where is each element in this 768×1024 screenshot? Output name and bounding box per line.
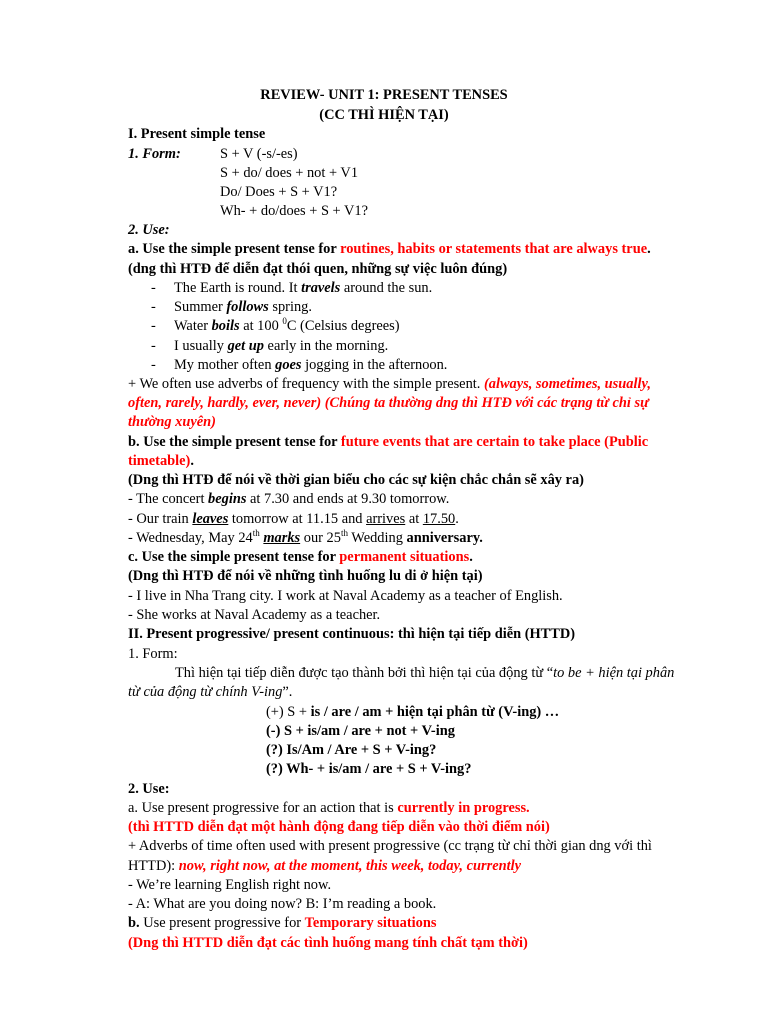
form-description-cont: từ của động từ chính V-ing”.: [128, 684, 293, 700]
example-item: - The Earth is round. It travels around the sun.: [151, 280, 433, 296]
example-item: - She works at Naval Academy as a teacher.: [128, 607, 381, 623]
title-line-1: REVIEW- UNIT 1: PRESENT TENSES: [260, 87, 508, 103]
use-b-heading-cont: timetable).: [128, 453, 194, 469]
form-label: 1. Form:: [128, 646, 178, 662]
example-item: - Summer follows spring.: [151, 299, 312, 315]
example-item: - A: What are you doing now? B: I’m reading a book.: [128, 896, 437, 912]
form-line: (?) Wh- + is/am / are + S + V-ing?: [266, 761, 472, 777]
use-c-vietnamese: (Dng thì HTĐ để nói về những tình huống lu di ở hiện tại): [128, 568, 483, 584]
example-item: - Our train leaves tomorrow at 11.15 and arrives at 17.50.: [128, 511, 459, 527]
use-a-vietnamese: (dng thì HTĐ để diễn đạt thói quen, những sự việc luôn đúng): [128, 261, 508, 277]
form-label: 1. Form:: [128, 146, 181, 162]
section-1-heading: I. Present simple tense: [128, 126, 266, 142]
form-line: Do/ Does + S + V1?: [220, 184, 338, 200]
use-b-heading: b. Use the simple present tense for future events that are certain to take place (Public: [128, 434, 649, 450]
adverbs-note-cont: often, rarely, hardly, ever, never) (Chúng ta thường dng thì HTĐ với các trạng từ chỉ sự: [128, 395, 649, 411]
form-line: (+) S + is / are / am + hiện tại phân từ (V-ing) …: [266, 704, 560, 720]
use-a-heading: a. Use present progressive for an action that is currently in progress.: [128, 800, 530, 816]
example-item: - My mother often goes jogging in the afternoon.: [151, 357, 448, 373]
adverbs-note-cont: HTTD): now, right now, at the moment, this week, today, currently: [128, 858, 521, 874]
example-item: - Wednesday, May 24th marks our 25th Wedding anniversary.: [128, 528, 483, 546]
form-line: S + V (-s/-es): [220, 146, 298, 162]
form-line: S + do/ does + not + V1: [220, 165, 359, 181]
form-line: Wh- + do/does + S + V1?: [220, 203, 368, 219]
example-item: - I usually get up early in the morning.: [151, 338, 389, 354]
adverbs-note: + We often use adverbs of frequency with the simple present. (always, sometimes, usually,: [128, 376, 651, 392]
use-label: 2. Use:: [128, 222, 170, 238]
use-b-heading: b. Use present progressive for Temporary situations: [128, 915, 437, 931]
adverbs-note-cont: thường xuyên): [128, 414, 216, 430]
title-line-2: (CC THÌ HIỆN TẠI): [319, 107, 449, 123]
form-line: (?) Is/Am / Are + S + V-ing?: [266, 742, 437, 758]
example-item: - I live in Nha Trang city. I work at Naval Academy as a teacher of English.: [128, 588, 563, 604]
use-c-heading: c. Use the simple present tense for permanent situations.: [128, 549, 473, 565]
use-a-vietnamese: (thì HTTD diễn đạt một hành động đang tiếp diễn vào thời điểm nói): [128, 819, 550, 835]
section-2-heading: II. Present progressive/ present continuous: thì hiện tại tiếp diễn (HTTD): [128, 626, 576, 642]
example-item: - The concert begins at 7.30 and ends at 9.30 tomorrow.: [128, 491, 450, 507]
example-item: - Water boils at 100 $^0$C (Celsius degrees): [151, 316, 400, 334]
use-a-heading: a. Use the simple present tense for routines, habits or statements that are always true.: [128, 241, 651, 257]
form-description: Thì hiện tại tiếp diễn được tạo thành bởi thì hiện tại của động từ “to be + hiện tại phân: [175, 665, 675, 681]
use-b-vietnamese: (Dng thì HTTD diễn đạt các tình huống mang tính chất tạm thời): [128, 935, 528, 951]
adverbs-note: + Adverbs of time often used with present progressive (cc trạng từ chỉ thời gian dng với thì: [128, 838, 652, 854]
form-line: (-) S + is/am / are + not + V-ing: [266, 723, 455, 739]
use-label: 2. Use:: [128, 781, 170, 797]
example-item: - We’re learning English right now.: [128, 877, 332, 893]
use-b-vietnamese: (Dng thì HTĐ để nói về thời gian biểu cho các sự kiện chắc chắn sẽ xây ra): [128, 472, 584, 488]
